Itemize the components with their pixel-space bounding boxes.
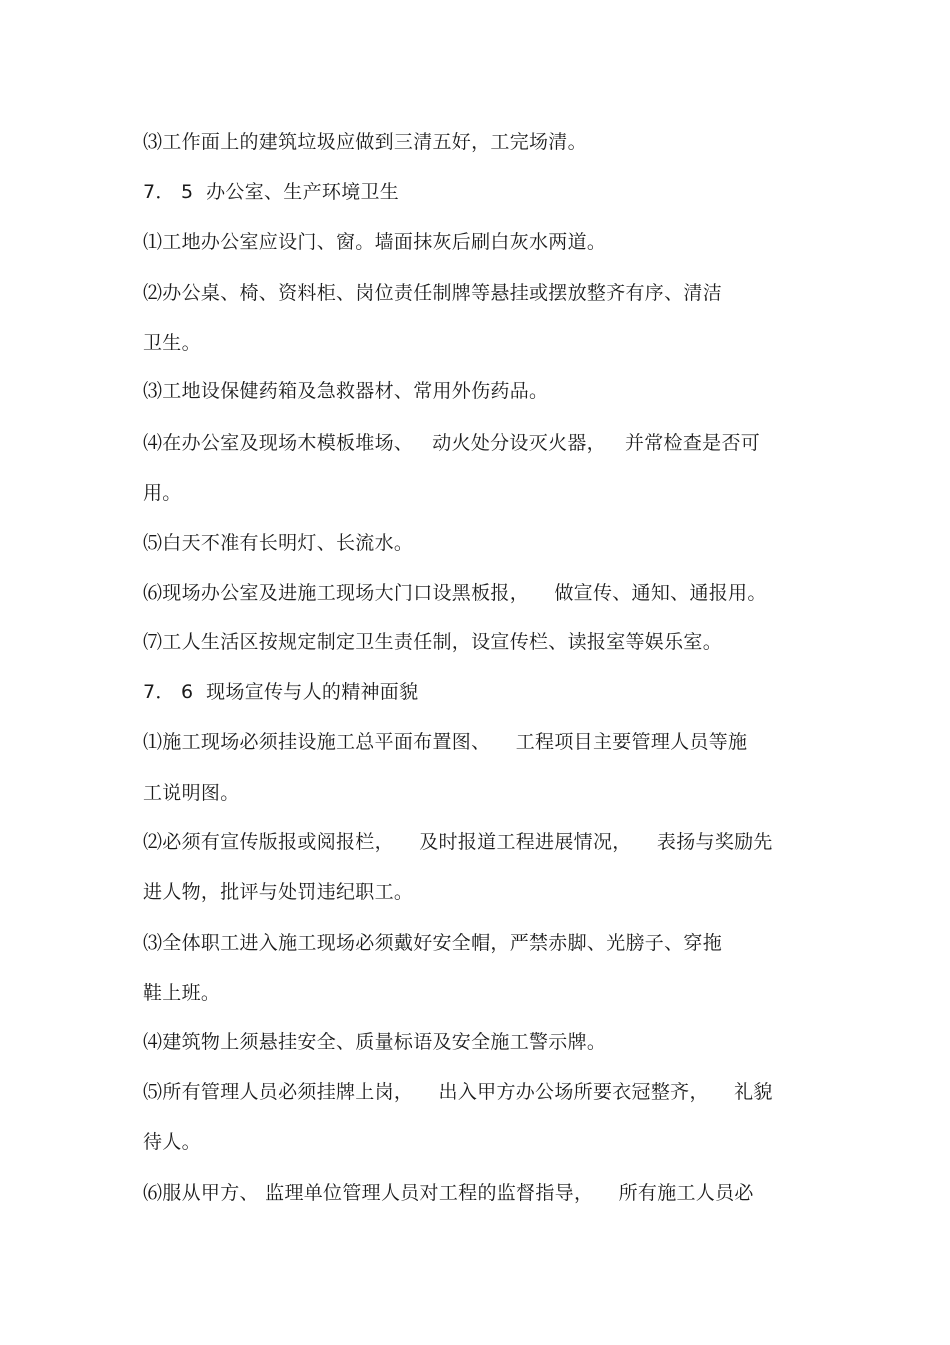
text-line: ⑵必须有宣传版报或阅报栏， 及时报道工程进展情况， 表扬与奖励先 [143, 831, 773, 853]
text-line: ⑹现场办公室及进施工现场大门口设黑板报， 做宣传、通知、通报用。 [143, 582, 767, 604]
section-heading: 7． 5 办公室、生产环境卫生 [143, 181, 400, 203]
text-line: ⑸所有管理人员必须挂牌上岗， 出入甲方办公场所要衣冠整齐， 礼貌 [143, 1081, 773, 1103]
text-line: ⑺工人生活区按规定制定卫生责任制，设宣传栏、读报室等娱乐室。 [143, 631, 723, 653]
text-line: ⑶工地设保健药箱及急救器材、常用外伤药品。 [143, 380, 549, 402]
text-line: ⑶全体职工进入施工现场必须戴好安全帽，严禁赤脚、光膀子、穿拖 [143, 932, 723, 954]
text-line: ⑴工地办公室应设门、窗。墙面抹灰后刷白灰水两道。 [143, 231, 607, 253]
text-line: 用。 [143, 482, 182, 504]
text-line: ⑵办公桌、椅、资料柜、岗位责任制牌等悬挂或摆放整齐有序、清洁 [143, 282, 723, 304]
text-line: 进人物，批评与处罚违纪职工。 [143, 881, 414, 903]
text-line: 待人。 [143, 1131, 201, 1153]
text-line: ⑷在办公室及现场木模板堆场、 动火处分设灭火器， 并常检查是否可 [143, 432, 761, 454]
text-line: ⑸白天不准有长明灯、长流水。 [143, 532, 414, 554]
text-line: 工说明图。 [143, 782, 240, 804]
section-heading: 7． 6 现场宣传与人的精神面貌 [143, 681, 419, 703]
text-line: 鞋上班。 [143, 982, 221, 1004]
text-line: 卫生。 [143, 332, 201, 354]
text-line: ⑷建筑物上须悬挂安全、质量标语及安全施工警示牌。 [143, 1031, 607, 1053]
text-line: ⑹服从甲方、 监理单位管理人员对工程的监督指导， 所有施工人员必 [143, 1182, 754, 1204]
text-line: ⑴施工现场必须挂设施工总平面布置图、 工程项目主要管理人员等施 [143, 731, 748, 753]
text-line: ⑶工作面上的建筑垃圾应做到三清五好，工完场清。 [143, 131, 587, 153]
